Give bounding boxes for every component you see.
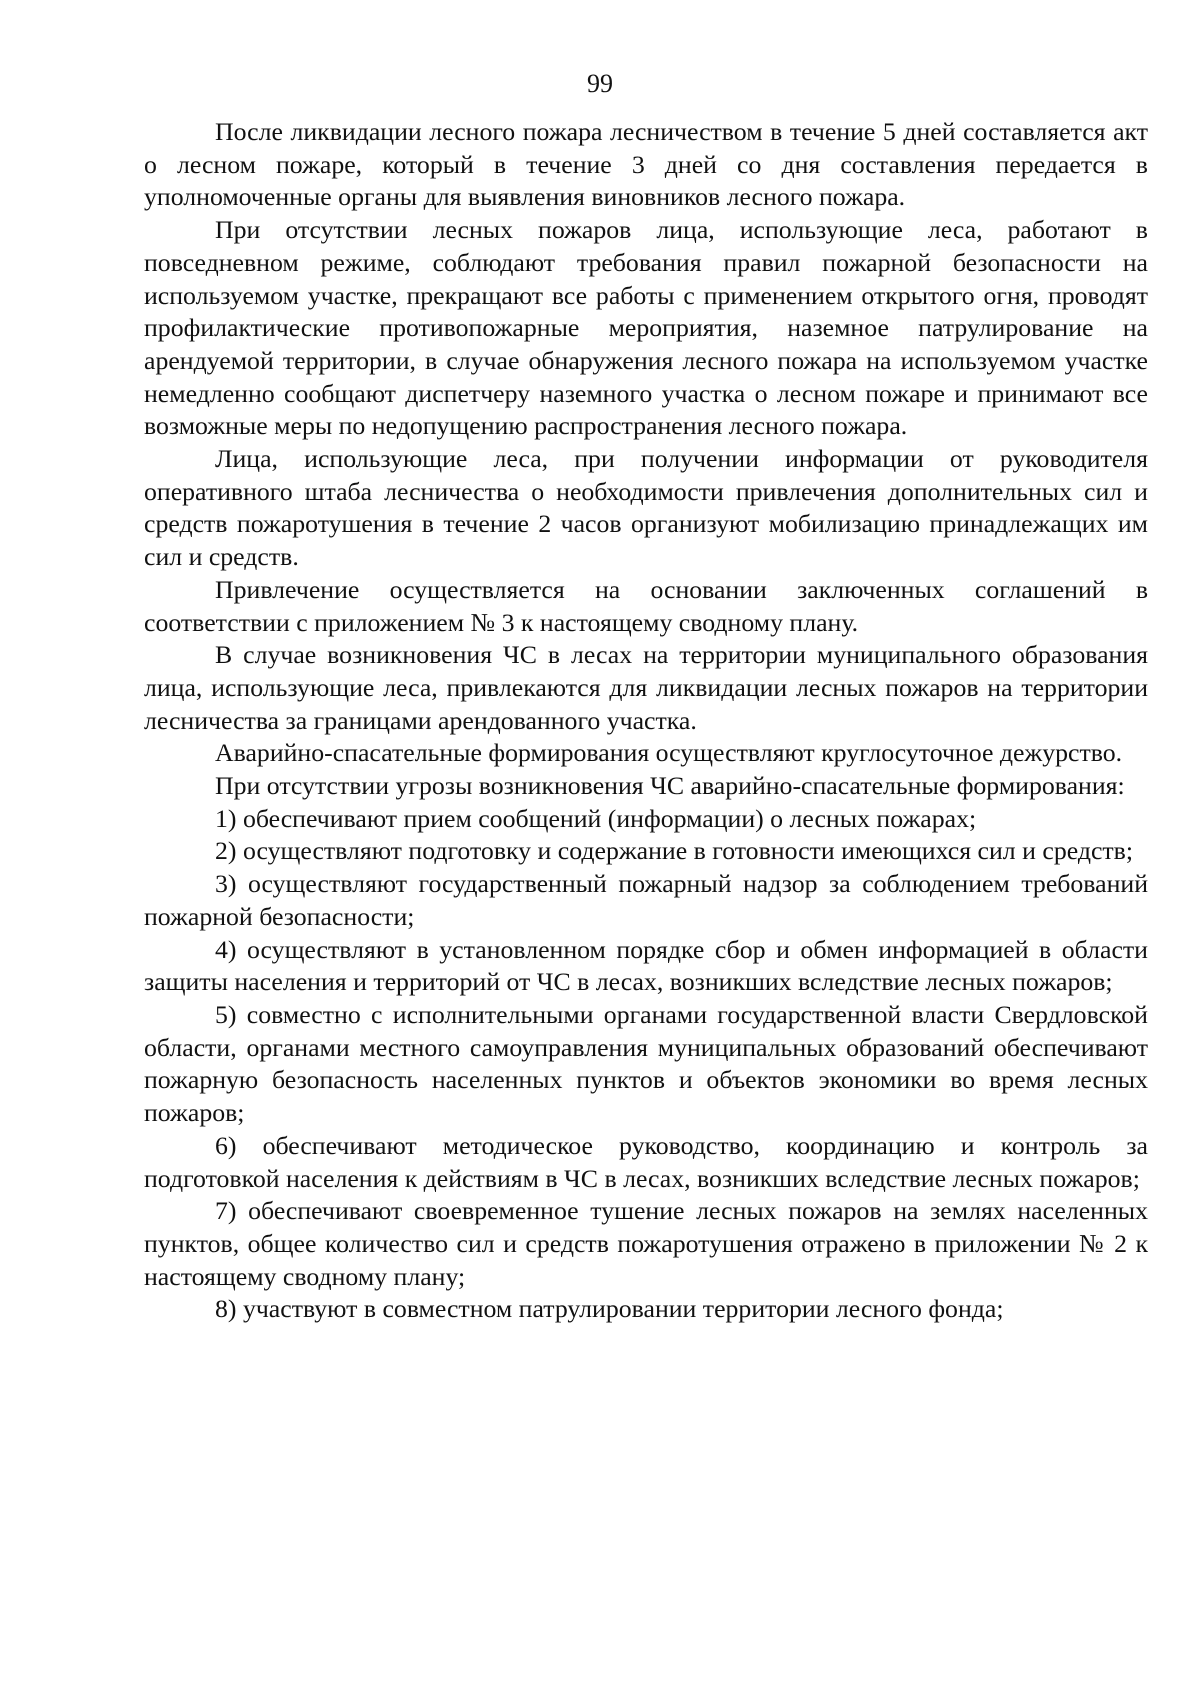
paragraph-2: При отсутствии лесных пожаров лица, использующие леса, работают в повседневном режиме, соблюдают требования правил пожарной безопасности на используемом участке, прекращают все работы с применением открытого огня, проводят профилактические противопожарные мероприятия, наземное патрулирование на арендуемой территории, в случае обнаружения лесного пожара на используемом участке немедленно сообщают диспетчеру наземного участка о лесном пожаре и принимают все возможные меры по недопущению распространения лесного пожара. [144, 215, 1148, 441]
page-number: 99 [587, 69, 613, 98]
list-item-8: 8) участвуют в совместном патрулировании территории лесного фонда; [215, 1294, 1004, 1324]
list-item-7: 7) обеспечивают своевременное тушение лесных пожаров на землях населенных пунктов, общее количество сил и средств пожаротушения отражено в приложении № 2 к настоящему сводному плану; [144, 1196, 1148, 1291]
list-item-1: 1) обеспечивают прием сообщений (информации) о лесных пожарах; [215, 803, 977, 833]
list-item-6: 6) обеспечивают методическое руководство, координацию и контроль за подготовкой населения к действиям в ЧС в лесах, возникших вследствие лесных пожаров; [144, 1130, 1148, 1193]
paragraph-1: После ликвидации лесного пожара лесничеством в течение 5 дней составляется акт о лесном пожаре, который в течение 3 дней со дня составления передается в уполномоченные органы для выявления виновников лесного пожара. [144, 117, 1148, 212]
list-item-2: 2) осуществляют подготовку и содержание в готовности имеющихся сил и средств; [215, 836, 1134, 866]
paragraph-5: В случае возникновения ЧС в лесах на территории муниципального образования лица, использующие леса, привлекаются для ликвидации лесных пожаров на территории лесничества за границами арендованного участка. [144, 640, 1148, 735]
paragraph-4: Привлечение осуществляется на основании заключенных соглашений в соответствии с приложением № 3 к настоящему сводному плану. [144, 574, 1148, 637]
paragraph-7: При отсутствии угрозы возникновения ЧС аварийно-спасательные формирования: [215, 771, 1125, 801]
list-item-3: 3) осуществляют государственный пожарный надзор за соблюдением требований пожарной безопасности; [144, 869, 1148, 931]
list-item-5: 5) совместно с исполнительными органами государственной власти Свердловской области, органами местного самоуправления муниципальных образований обеспечивают пожарную безопасность населенных пунктов и объектов экономики во время лесных пожаров; [144, 999, 1148, 1128]
list-item-4: 4) осуществляют в установленном порядке сбор и обмен информацией в области защиты населения и территорий от ЧС в лесах, возникших вследствие лесных пожаров; [144, 934, 1148, 997]
document-body [144, 116, 1148, 1326]
paragraph-3: Лица, использующие леса, при получении информации от руководителя оперативного штаба лесничества о необходимости привлечения дополнительных сил и средств пожаротушения в течение 2 часов организуют мобилизацию принадлежащих им сил и средств. [144, 444, 1148, 572]
paragraph-6: Аварийно-спасательные формирования осуществляют круглосуточное дежурство. [215, 738, 1123, 768]
